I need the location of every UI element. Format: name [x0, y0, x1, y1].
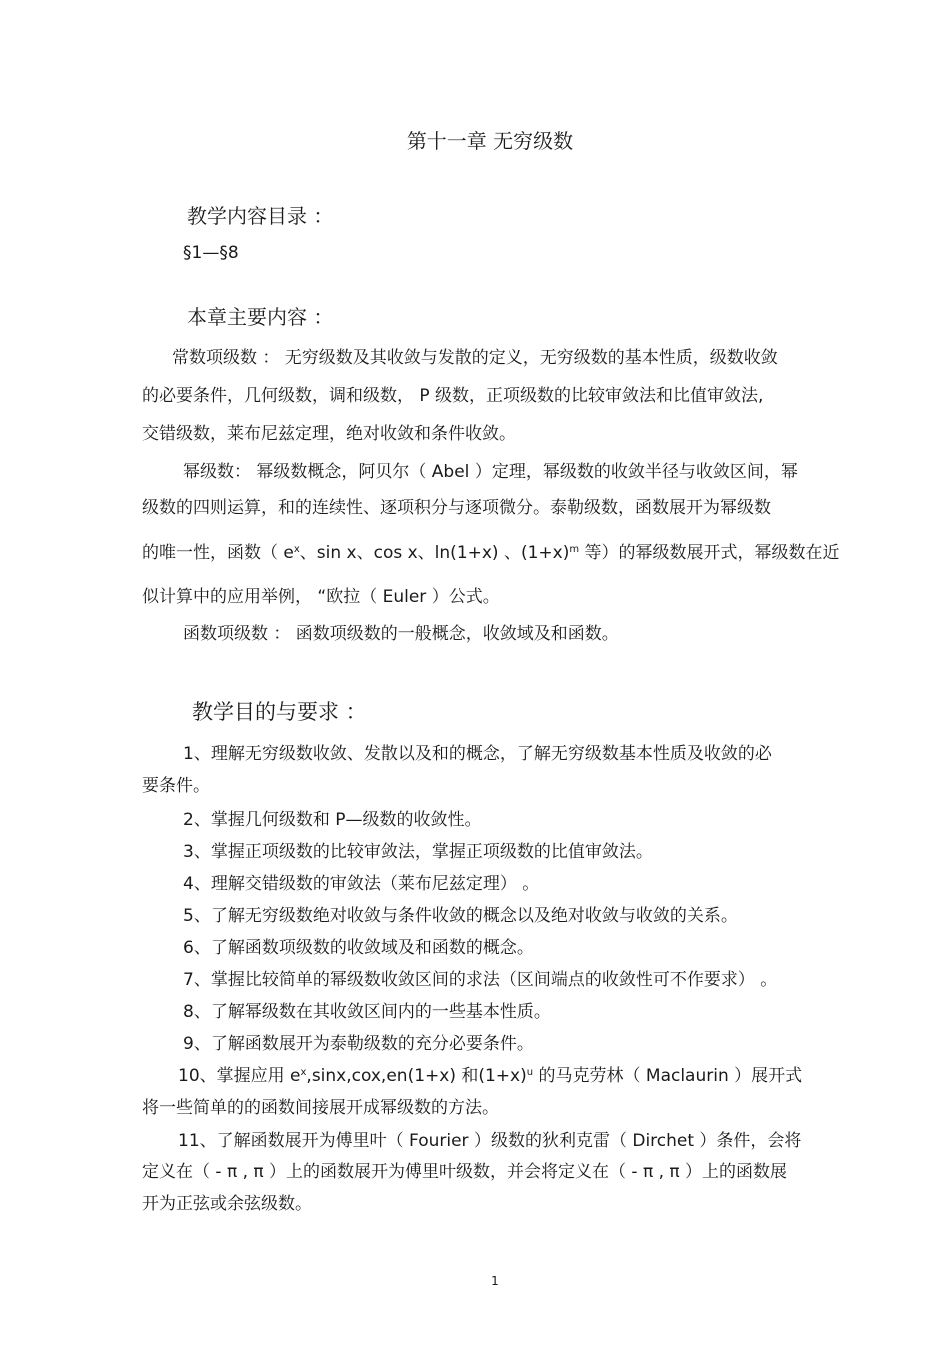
- objective-3: 3、掌握正项级数的比较审敛法，掌握正项级数的比值审敛法。: [183, 842, 653, 862]
- contents-heading: 教学内容目录 ：: [187, 204, 334, 228]
- main-content-heading: 本章主要内容 ：: [187, 305, 334, 329]
- power-series-line-1: 幂级数： 幂级数概念，阿贝尔（ Abel ）定理，幂级数的收敛半径与收敛区间，幂: [183, 462, 798, 482]
- objective-7: 7、掌握比较简单的幂级数收敛区间的求法（区间端点的收敛性可不作要求） 。: [183, 970, 778, 990]
- objective-6: 6、了解函数项级数的收敛域及和函数的概念。: [183, 938, 534, 958]
- objective-10-line-2: 将一些简单的的函数间接展开成幂级数的方法。: [142, 1098, 499, 1118]
- constant-series-line-3: 交错级数，莱布尼兹定理，绝对收敛和条件收敛。: [142, 424, 516, 444]
- objective-5: 5、了解无穷级数绝对收敛与条件收敛的概念以及绝对收敛与收敛的关系。: [183, 906, 738, 926]
- objective-4: 4、理解交错级数的审敛法（莱布尼兹定理） 。: [183, 874, 540, 894]
- objectives-heading: 教学目的与要求 ：: [192, 700, 367, 724]
- objective-10-line-1: 10、掌握应用 $e^x,\sin x,cox,en(1+x)$ 和$(1+x)^u$ 的马克劳林（ Maclaurin ）展开式: [178, 1066, 803, 1086]
- constant-series-line-1: 常数项级数 ： 无穷级数及其收敛与发散的定义，无穷级数的基本性质，级数收敛: [172, 348, 778, 368]
- objective-8: 8、了解幂级数在其收敛区间内的一些基本性质。: [183, 1002, 551, 1022]
- power-series-line-3: 的唯一性，函数（ $e^x$、sin x、cos x、ln(1+x) 、$(1+x)^m$ 等）的幂级数展开式，幂级数在近: [142, 543, 840, 563]
- power-series-line-2: 级数的四则运算，和的连续性、逐项积分与逐项微分。泰勒级数，函数展开为幂级数: [142, 498, 771, 518]
- contents-range: §1—§8: [183, 243, 239, 263]
- constant-series-line-2: 的必要条件，几何级数，调和级数， P 级数，正项级数的比较审敛法和比值审敛法,: [142, 386, 764, 406]
- objective-11-line-2: 定义在（ - π , π ）上的函数展开为傅里叶级数，并会将定义在（ - π , π ）上的函数展: [142, 1162, 788, 1182]
- objective-2: 2、掌握几何级数和 P—级数的收敛性。: [183, 810, 482, 830]
- page-number: 1: [491, 1274, 499, 1288]
- function-series-line: 函数项级数 ： 函数项级数的一般概念，收敛域及和函数。: [183, 624, 619, 644]
- objective-9: 9、了解函数展开为泰勒级数的充分必要条件。: [183, 1034, 534, 1054]
- objective-1-line-2: 要条件。: [142, 776, 210, 796]
- objective-11-line-1: 11、了解函数展开为傅里叶（ Fourier ）级数的狄利克雷（ Dirchet ）条件，会将: [178, 1131, 802, 1151]
- chapter-title: 第十一章 无穷级数: [406, 129, 574, 153]
- objective-1-line-1: 1、理解无穷级数收敛、发散以及和的概念，了解无穷级数基本性质及收敛的必: [183, 744, 772, 764]
- objective-11-line-3: 开为正弦或余弦级数。: [142, 1194, 312, 1214]
- power-series-line-4: 似计算中的应用举例， “欧拉（ Euler ）公式。: [142, 587, 500, 607]
